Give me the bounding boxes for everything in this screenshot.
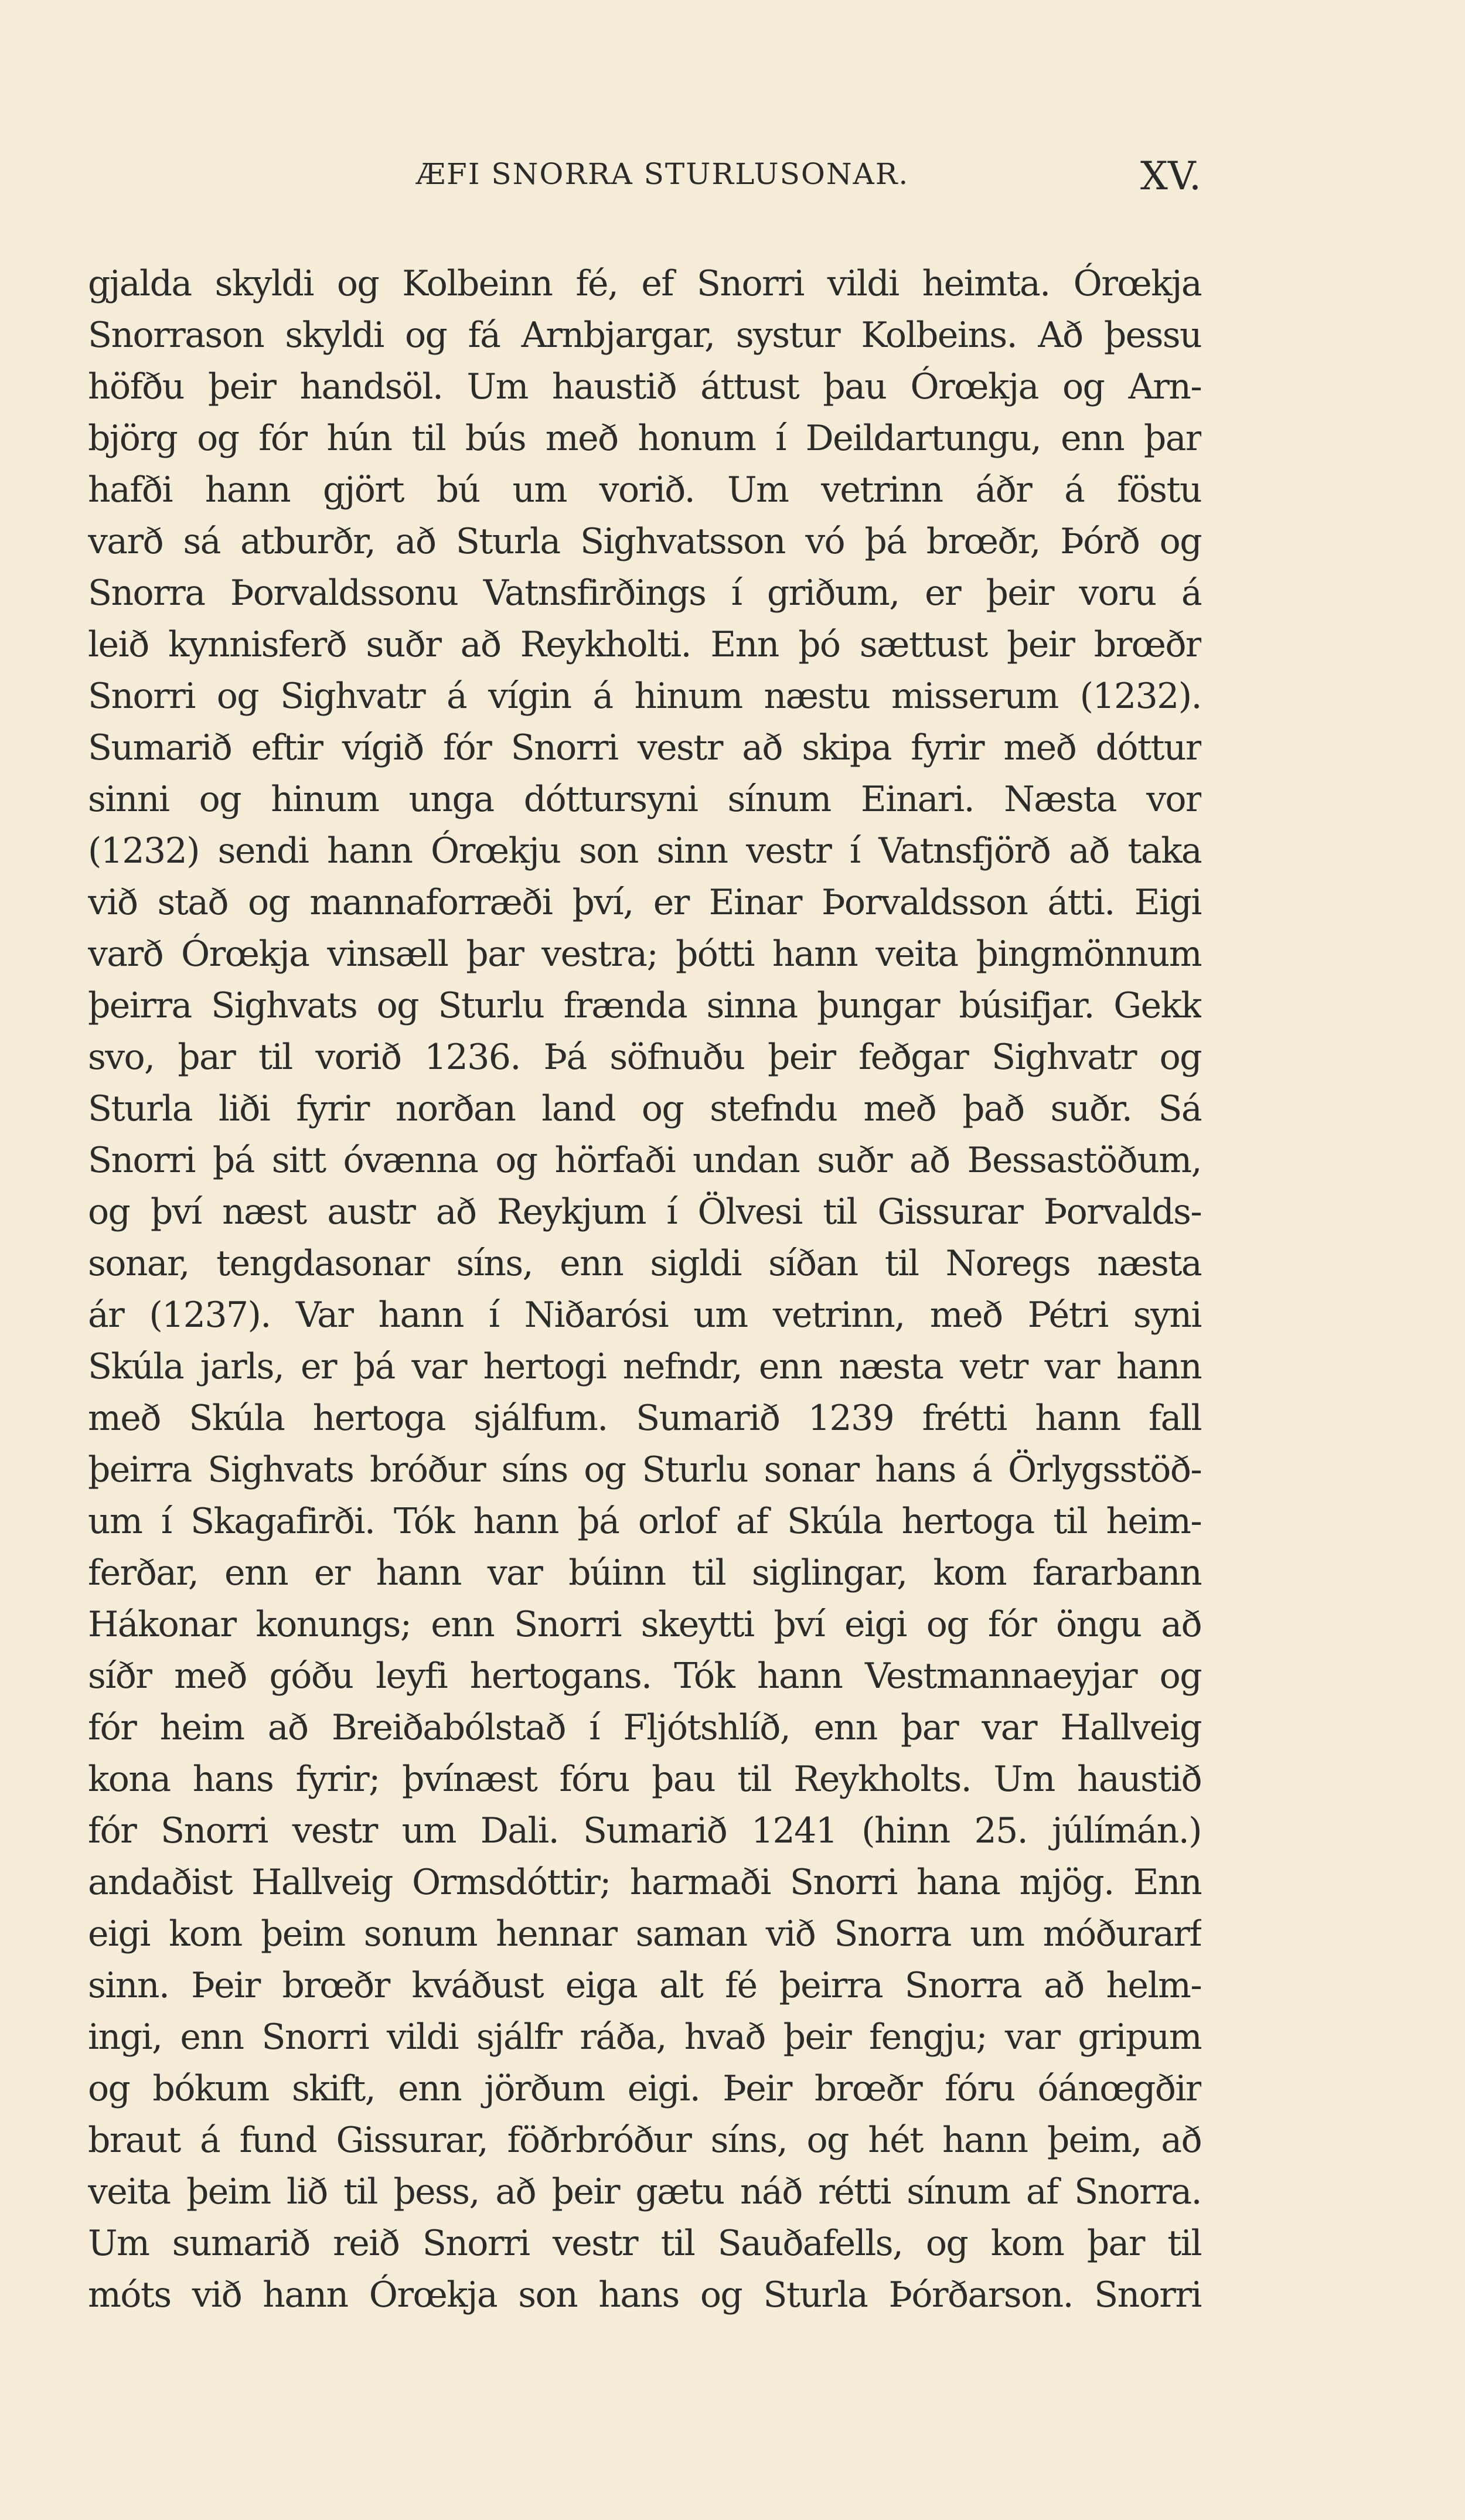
text-line: kona hans fyrir; þvínæst fóru þau til Reykholts. Um haustið [88, 1759, 1201, 1800]
text-line: við stað og mannaforræði því, er Einar Þorvaldsson átti. Eigi [88, 882, 1201, 923]
running-head [88, 154, 1201, 210]
text-line: Snorrason skyldi og fá Arnbjargar, systur Kolbeins. Að þessu [88, 315, 1201, 356]
text-line: gjalda skyldi og Kolbeinn fé, ef Snorri vildi heimta. Órœkja [88, 263, 1201, 304]
text-line: svo, þar til vorið 1236. Þá söfnuðu þeir feðgar Sighvatr og [88, 1037, 1201, 1078]
text-line: Sturla liði fyrir norðan land og stefndu með það suðr. Sá [88, 1088, 1201, 1129]
text-line: leið kynnisferð suðr að Reykholti. Enn þó sættust þeir brœðr [88, 624, 1201, 665]
text-line: síðr með góðu leyfi hertogans. Tók hann Vestmannaeyjar og [88, 1656, 1201, 1697]
text-line: Snorri og Sighvatr á vígin á hinum næstu misserum (1232). [88, 676, 1201, 717]
text-line: með Skúla hertoga sjálfum. Sumarið 1239 frétti hann fall [88, 1398, 1201, 1439]
text-line: Snorri þá sitt óvænna og hörfaði undan suðr að Bessastöðum, [88, 1140, 1201, 1181]
text-line: ferðar, enn er hann var búinn til siglingar, kom fararbann [88, 1552, 1201, 1593]
text-line: höfðu þeir handsöl. Um haustið áttust þau Órœkja og Arn- [88, 366, 1201, 407]
text-line: hafði hann gjört bú um vorið. Um vetrinn áðr á föstu [88, 469, 1201, 510]
text-line: andaðist Hallveig Ormsdóttir; harmaði Snorri hana mjög. Enn [88, 1862, 1201, 1903]
text-line: Sumarið eftir vígið fór Snorri vestr að skipa fyrir með dóttur [88, 727, 1201, 768]
text-line: sinn. Þeir brœðr kváðust eiga alt fé þeirra Snorra að helm- [88, 1965, 1201, 2006]
text-line: Skúla jarls, er þá var hertogi nefndr, enn næsta vetr var hann [88, 1346, 1201, 1387]
text-line: sonar, tengdasonar síns, enn sigldi síðan til Noregs næsta [88, 1243, 1201, 1284]
text-line: varð sá atburðr, að Sturla Sighvatsson vó þá brœðr, Þórð og [88, 521, 1201, 562]
text-line: og bókum skift, enn jörðum eigi. Þeir brœðr fóru óánœgðir [88, 2068, 1201, 2109]
running-title: ÆFI SNORRA STURLUSONAR. [416, 157, 909, 191]
text-line: Um sumarið reið Snorri vestr til Sauðafells, og kom þar til [88, 2223, 1201, 2264]
text-line: móts við hann Órœkja son hans og Sturla Þórðarson. Snorri [88, 2274, 1201, 2315]
text-line: þeirra Sighvats bróður síns og Sturlu sonar hans á Örlygsstöð- [88, 1449, 1201, 1490]
text-line: þeirra Sighvats og Sturlu frænda sinna þungar búsifjar. Gekk [88, 985, 1201, 1026]
body-text [88, 258, 1201, 2321]
text-line: og því næst austr að Reykjum í Ölvesi til Gissurar Þorvalds- [88, 1191, 1201, 1232]
text-line: varð Órœkja vinsæll þar vestra; þótti hann veita þingmönnum [88, 934, 1201, 975]
text-line: eigi kom þeim sonum hennar saman við Snorra um móðurarf [88, 1913, 1201, 1954]
text-line: um í Skagafirði. Tók hann þá orlof af Skúla hertoga til heim- [88, 1501, 1201, 1542]
text-line: ingi, enn Snorri vildi sjálfr ráða, hvað þeir fengju; var gripum [88, 2017, 1201, 2058]
text-line: björg og fór hún til bús með honum í Deildartungu, enn þar [88, 418, 1201, 459]
text-line: ár (1237). Var hann í Niðarósi um vetrinn, með Pétri syni [88, 1295, 1201, 1336]
text-line: veita þeim lið til þess, að þeir gætu náð rétti sínum af Snorra. [88, 2171, 1201, 2212]
text-line: sinni og hinum unga dóttursyni sínum Einari. Næsta vor [88, 779, 1201, 820]
text-line: fór heim að Breiðabólstað í Fljótshlíð, enn þar var Hallveig [88, 1707, 1201, 1748]
text-line: (1232) sendi hann Órœkju son sinn vestr í Vatnsfjörð að taka [88, 830, 1201, 871]
page-number: XV. [1140, 154, 1201, 199]
text-line: fór Snorri vestr um Dali. Sumarið 1241 (hinn 25. júlímán.) [88, 1810, 1201, 1851]
text-line: Snorra Þorvaldssonu Vatnsfirðings í griðum, er þeir voru á [88, 573, 1201, 614]
text-line: Hákonar konungs; enn Snorri skeytti því eigi og fór öngu að [88, 1604, 1201, 1645]
text-line: braut á fund Gissurar, föðrbróður síns, og hét hann þeim, að [88, 2120, 1201, 2161]
